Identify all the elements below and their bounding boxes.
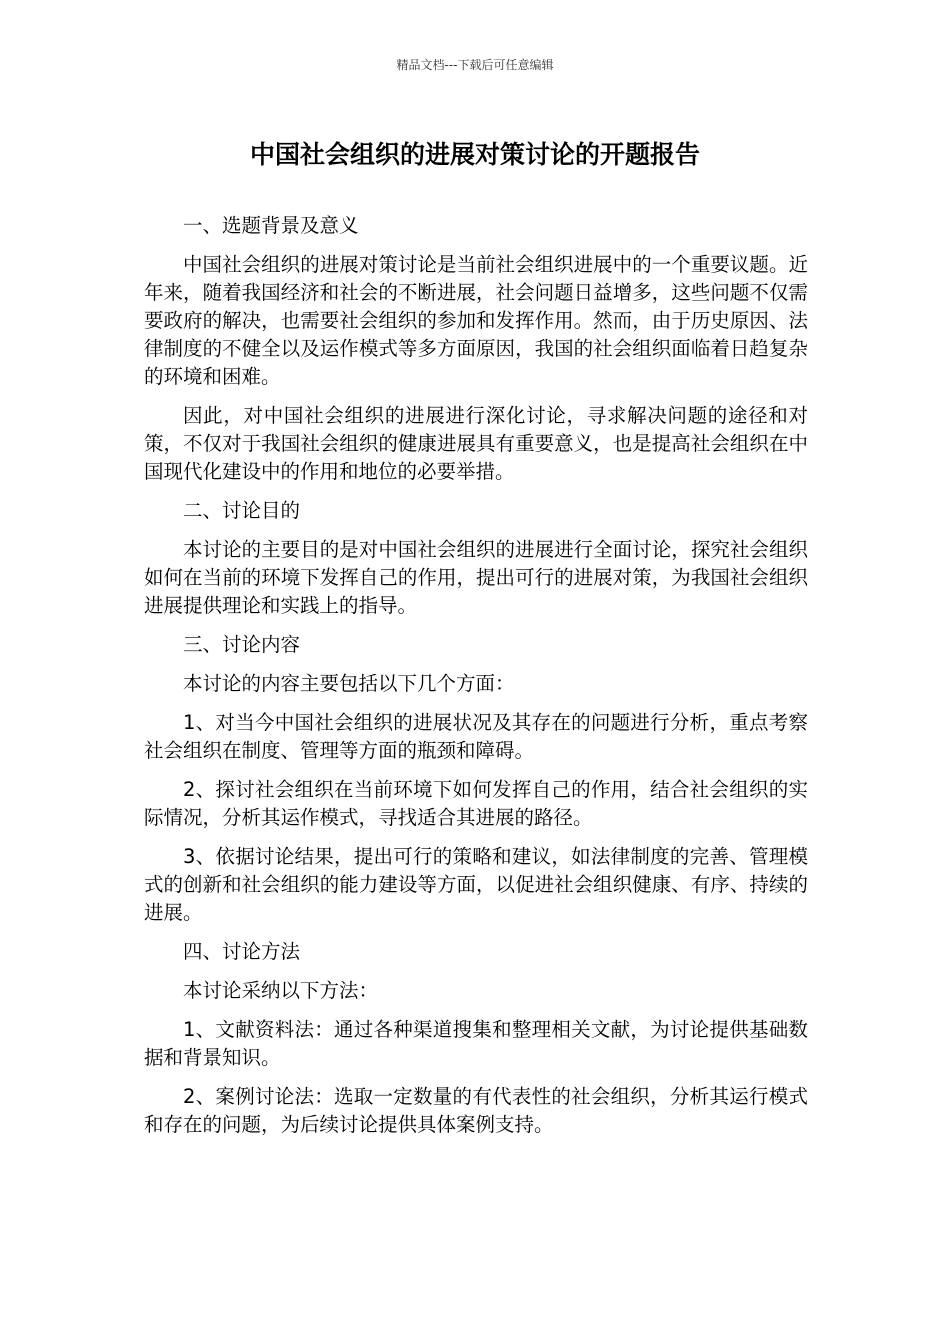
document-body (144, 212, 808, 1150)
list-item-method-1: 1、文献资料法：通过各种渠道搜集和整理相关文献，为讨论提供基础数据和背景知识。 (144, 1018, 808, 1069)
paragraph-background-1: 中国社会组织的进展对策讨论是当前社会组织进展中的一个重要议题。近年来，随着我国经济和社会的不断进展，社会问题日益增多，这些问题不仅需要政府的解决，也需要社会组织的参加和发挥作用。然而，由于历史原因、法律制度的不健全以及运作模式等多方面原因，我国的社会组织面临着日趋复杂的环境和困难。 (144, 253, 808, 388)
paragraph-purpose: 本讨论的主要目的是对中国社会组织的进展进行全面讨论，探究社会组织如何在当前的环境下发挥自己的作用，提出可行的进展对策，为我国社会组织进展提供理论和实践上的指导。 (144, 538, 808, 617)
paragraph-content-intro: 本讨论的内容主要包括以下几个方面： (183, 672, 515, 695)
page-header: 精品文档---下载后可任意编辑 (396, 58, 554, 72)
section-heading-purpose: 二、讨论目的 (183, 499, 301, 522)
list-item-content-1: 1、对当今中国社会组织的进展状况及其存在的问题进行分析，重点考察社会组织在制度、管理等方面的瓶颈和障碍。 (144, 711, 808, 762)
list-item-content-2: 2、探讨社会组织在当前环境下如何发挥自己的作用，结合社会组织的实际情况，分析其运作模式，寻找适合其进展的路径。 (144, 778, 808, 829)
list-item-content-3: 3、依据讨论结果，提出可行的策略和建议，如法律制度的完善、管理模式的创新和社会组织的能力建设等方面，以促进社会组织健康、有序、持续的进展。 (144, 845, 808, 924)
paragraph-method-intro: 本讨论采纳以下方法： (183, 979, 379, 1002)
list-item-method-2: 2、案例讨论法：选取一定数量的有代表性的社会组织，分析其运行模式和存在的问题，为后续讨论提供具体案例支持。 (144, 1085, 808, 1136)
paragraph-background-2: 因此，对中国社会组织的进展进行深化讨论，寻求解决问题的途径和对策，不仅对于我国社会组织的健康进展具有重要意义，也是提高社会组织在中国现代化建设中的作用和地位的必要举措。 (144, 404, 808, 483)
section-heading-background: 一、选题背景及意义 (183, 214, 359, 237)
section-heading-method: 四、讨论方法 (183, 940, 301, 963)
document-title: 中国社会组织的进展对策讨论的开题报告 (249, 140, 700, 169)
section-heading-content: 三、讨论内容 (183, 633, 301, 656)
